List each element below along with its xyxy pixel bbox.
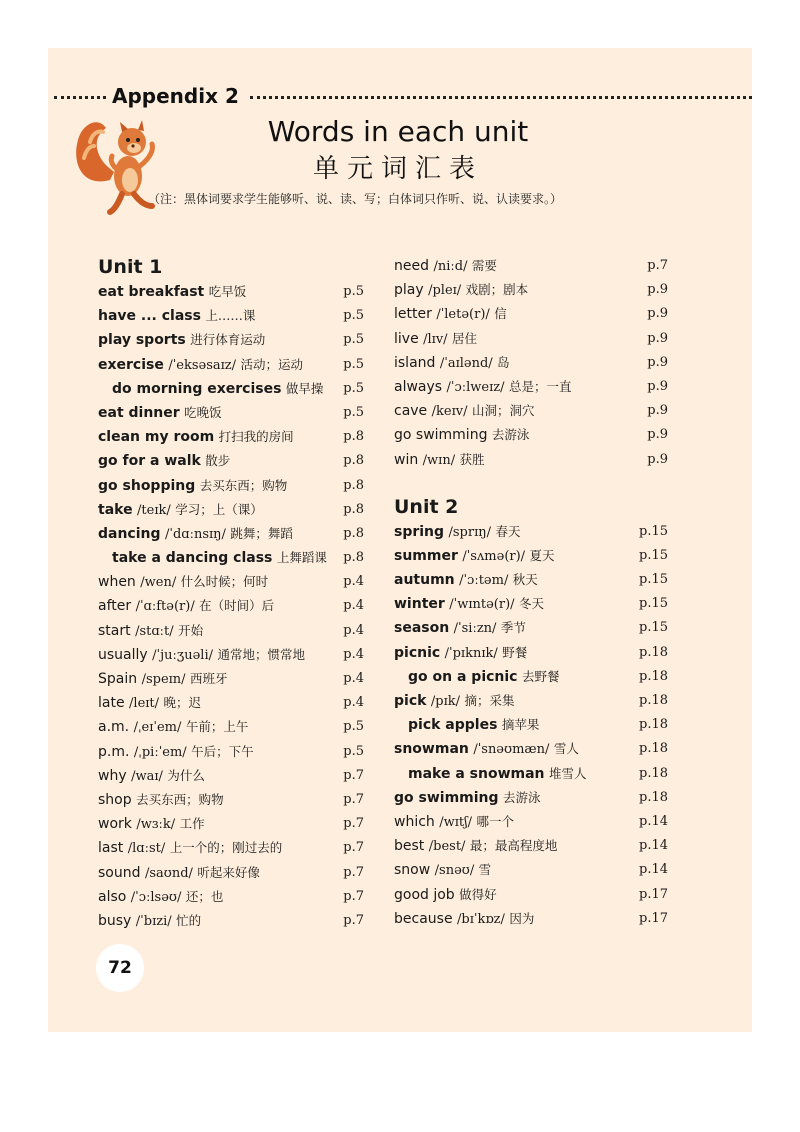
- vocab-word: last: [98, 840, 124, 857]
- vocab-page-ref: p.9: [647, 282, 668, 298]
- vocab-page-ref: p.4: [343, 622, 364, 638]
- vocab-phonetic: /ˈɔːtəm/: [459, 573, 509, 589]
- vocab-entry: [98, 836, 364, 860]
- vocab-meaning: 在（时间）后: [199, 598, 275, 614]
- vocab-entry: [394, 883, 668, 907]
- vocab-meaning: 去买东西；购物: [136, 791, 224, 807]
- vocab-meaning: 居住: [452, 330, 478, 346]
- vocab-page-ref: p.7: [343, 816, 364, 832]
- vocab-entry: [98, 885, 364, 909]
- vocab-word: always: [394, 378, 443, 395]
- vocab-phonetic: /wɪn/: [422, 452, 456, 468]
- vocab-entry: [98, 691, 364, 715]
- vocab-meaning: 摘；采集: [464, 693, 515, 708]
- vocab-phonetic: /ˈbɪzi/: [135, 913, 172, 929]
- vocab-word: also: [98, 888, 127, 905]
- vocab-meaning: 什么时候；何时: [180, 574, 269, 590]
- dotted-rule-left: [54, 96, 106, 99]
- vocab-word: pick: [394, 693, 427, 709]
- vocab-page-ref: p.7: [647, 258, 668, 273]
- vocab-entry: [98, 353, 364, 377]
- vocab-word: play: [394, 282, 424, 299]
- vocab-phonetic: /wen/: [140, 575, 177, 591]
- vocab-phonetic: /bɪˈkɒz/: [457, 911, 505, 927]
- vocab-entry: [98, 570, 364, 594]
- appendix-label: Appendix 2: [112, 84, 239, 108]
- vocab-meaning: 晚；迟: [163, 695, 201, 711]
- vocab-meaning: 跳舞；舞蹈: [230, 525, 293, 541]
- vocab-entry: [98, 812, 364, 836]
- vocab-meaning: 雪: [478, 862, 492, 878]
- vocab-page-ref: p.9: [647, 354, 668, 370]
- vocab-page-ref: p.4: [343, 671, 364, 686]
- vocab-page-ref: p.8: [343, 429, 364, 445]
- vocab-entry: [394, 616, 668, 640]
- vocab-phonetic: /leɪt/: [129, 696, 160, 712]
- vocab-meaning: 去野餐: [521, 668, 560, 684]
- vocab-entry: [394, 592, 668, 616]
- vocab-word: letter: [394, 306, 432, 323]
- unit-heading: Unit 2: [394, 495, 459, 518]
- vocab-page-ref: p.5: [343, 404, 364, 420]
- vocab-meaning: 进行体育运动: [190, 332, 266, 348]
- appendix-page: [48, 48, 752, 1032]
- vocab-page-ref: p.9: [647, 306, 668, 322]
- vocab-meaning: 需要: [471, 258, 497, 273]
- vocab-entry: [394, 254, 668, 278]
- vocab-page-ref: p.15: [639, 547, 668, 563]
- vocab-page-ref: p.7: [343, 840, 364, 856]
- vocab-word: shop: [98, 791, 132, 808]
- vocab-meaning: 去游泳: [503, 789, 541, 805]
- vocab-page-ref: p.7: [343, 888, 364, 904]
- vocab-meaning: 去买东西；购物: [199, 477, 288, 493]
- vocab-meaning: 开始: [178, 622, 204, 638]
- vocab-entry: [98, 546, 364, 570]
- vocab-page-ref: p.18: [639, 765, 668, 781]
- vocab-phonetic: /ˌpiːˈem/: [133, 744, 187, 760]
- appendix-banner: [48, 84, 752, 108]
- vocab-word: which: [394, 813, 435, 830]
- vocab-meaning: 打扫我的房间: [218, 429, 294, 445]
- vocab-meaning: 工作: [179, 816, 205, 832]
- vocab-word: eat dinner: [98, 404, 180, 421]
- vocab-phonetic: /ˈletə(r)/: [436, 307, 490, 323]
- vocab-word: when: [98, 574, 136, 591]
- vocab-page-ref: p.5: [343, 380, 364, 396]
- vocab-phonetic: /ˈeksəsaɪz/: [168, 357, 237, 373]
- vocab-entry: [98, 474, 364, 498]
- vocab-meaning: 忙的: [176, 912, 202, 928]
- vocab-word: autumn: [394, 572, 455, 589]
- vocab-entry: [98, 449, 364, 473]
- vocab-entry: [98, 788, 364, 812]
- vocab-page-ref: p.18: [639, 668, 668, 684]
- vocab-phonetic: /speɪn/: [141, 672, 186, 687]
- vocab-meaning: 秋天: [512, 572, 538, 588]
- unit-heading: Unit 1: [98, 256, 163, 278]
- vocab-word: work: [98, 816, 132, 833]
- vocab-meaning: 季节: [500, 620, 526, 636]
- vocab-meaning: 做早操: [285, 380, 324, 396]
- vocab-word: take a dancing class: [112, 550, 273, 567]
- vocab-meaning: 冬天: [518, 596, 544, 612]
- vocab-page-ref: p.4: [343, 598, 364, 614]
- vocab-entry: [98, 764, 364, 788]
- vocab-entry: [98, 304, 364, 328]
- vocab-entry: [98, 377, 364, 401]
- vocab-page-ref: p.8: [343, 501, 364, 517]
- vocab-entry: [394, 689, 668, 713]
- right-column: [394, 254, 668, 931]
- vocab-entry: [98, 643, 364, 667]
- vocab-phonetic: /ˈsiːzn/: [453, 621, 497, 637]
- vocab-meaning: 春天: [495, 523, 521, 539]
- vocab-page-ref: p.8: [343, 477, 364, 493]
- vocab-page-ref: p.5: [343, 719, 364, 735]
- vocab-entry: [394, 810, 668, 834]
- vocab-page-ref: p.4: [343, 646, 364, 662]
- vocab-phonetic: /ˈpɪknɪk/: [444, 645, 498, 661]
- vocab-phonetic: /ˈɔːlweɪz/: [446, 379, 505, 395]
- vocab-entry: [98, 619, 364, 643]
- vocab-phonetic: /ˈaɪlənd/: [439, 355, 493, 371]
- vocab-word: because: [394, 910, 453, 927]
- vocab-phonetic: /pleɪ/: [428, 283, 462, 299]
- vocab-phonetic: /wɪtʃ/: [439, 814, 473, 830]
- vocab-entry: [394, 762, 668, 786]
- vocab-page-ref: p.9: [647, 451, 668, 467]
- vocab-page-ref: p.7: [343, 864, 364, 880]
- vocab-entry: [98, 594, 364, 618]
- vocab-phonetic: /saʊnd/: [144, 865, 193, 881]
- vocab-entry: [394, 834, 668, 858]
- vocab-entry: [98, 280, 364, 304]
- vocab-word: cave: [394, 403, 428, 420]
- vocab-word: have ... class: [98, 308, 201, 325]
- vocab-entry: [394, 858, 668, 882]
- vocab-entry: [98, 522, 364, 546]
- vocab-page-ref: p.5: [343, 332, 364, 348]
- usage-note: （注：黑体词要求学生能够听、说、读、写；白体词只作听、说、认读要求。）: [148, 192, 563, 206]
- vocab-entry: [98, 740, 364, 764]
- vocab-phonetic: /waɪ/: [131, 768, 163, 784]
- vocab-page-ref: p.7: [343, 791, 364, 807]
- vocab-entry: [394, 278, 668, 302]
- vocab-word: why: [98, 767, 127, 784]
- vocab-word: play sports: [98, 332, 186, 349]
- vocab-phonetic: /stɑːt/: [135, 623, 174, 639]
- vocab-phonetic: /lɑːst/: [127, 841, 166, 857]
- vocab-word: summer: [394, 547, 458, 564]
- vocab-page-ref: p.7: [343, 912, 364, 928]
- vocab-entry: [394, 737, 668, 761]
- vocab-word: island: [394, 354, 436, 371]
- vocab-word: need: [394, 258, 429, 274]
- vocab-entry: [394, 544, 668, 568]
- vocab-phonetic: /ˈsʌmə(r)/: [462, 548, 526, 564]
- vocab-word: clean my room: [98, 429, 215, 446]
- vocab-entry: [394, 665, 668, 689]
- vocab-phonetic: /lɪv/: [423, 331, 448, 347]
- vocab-meaning: 获胜: [459, 451, 485, 467]
- vocab-meaning: 上一个的；刚过去的: [169, 840, 283, 856]
- vocab-entry: [98, 667, 364, 691]
- vocab-entry: [394, 641, 668, 665]
- title-english: Words in each unit: [267, 115, 529, 148]
- vocab-meaning: 因为: [509, 910, 535, 926]
- vocab-entry: [394, 375, 668, 399]
- vocab-page-ref: p.14: [639, 862, 668, 878]
- vocab-word: exercise: [98, 356, 164, 373]
- vocab-meaning: 总是；一直: [508, 378, 572, 394]
- vocab-phonetic: /wɜːk/: [136, 817, 176, 833]
- vocab-meaning: 信: [494, 306, 507, 322]
- vocab-phonetic: /ˈɔːlsəʊ/: [130, 889, 182, 905]
- vocab-meaning: 活动；运动: [240, 356, 303, 372]
- vocab-entry: [98, 909, 364, 933]
- title-chinese: 单元词汇表: [312, 154, 483, 184]
- vocab-entry: [394, 568, 668, 592]
- vocab-entry: [394, 786, 668, 810]
- vocab-meaning: 上……课: [205, 308, 256, 324]
- vocab-meaning: 上舞蹈课: [276, 550, 327, 566]
- vocab-page-ref: p.5: [343, 284, 364, 299]
- vocab-meaning: 做得好: [459, 886, 497, 902]
- vocab-word: a.m.: [98, 719, 130, 736]
- vocab-word: go swimming: [394, 427, 488, 444]
- vocab-page-ref: p.8: [343, 550, 364, 566]
- vocab-entry: [394, 907, 668, 931]
- vocab-phonetic: /ˈɑːftə(r)/: [135, 599, 195, 615]
- page-number: 72: [96, 944, 144, 992]
- vocab-phonetic: /best/: [428, 839, 466, 855]
- vocab-word: go swimming: [394, 789, 499, 806]
- vocab-entry: [394, 520, 668, 544]
- vocab-entry: [394, 448, 668, 472]
- vocab-word: late: [98, 695, 125, 712]
- vocab-word: go shopping: [98, 477, 196, 494]
- vocab-meaning: 吃早饭: [208, 284, 247, 299]
- vocab-word: usually: [98, 646, 148, 663]
- vocab-page-ref: p.18: [639, 789, 668, 805]
- vocab-entry: [98, 401, 364, 425]
- dotted-rule-right: [250, 96, 752, 99]
- vocab-entry: [98, 328, 364, 352]
- vocab-meaning: 去游泳: [491, 427, 530, 443]
- vocab-phonetic: /ˈsnəʊmæn/: [473, 742, 550, 758]
- vocab-meaning: 山洞；洞穴: [471, 403, 535, 419]
- vocab-word: snow: [394, 862, 431, 879]
- vocab-page-ref: p.5: [343, 743, 364, 759]
- vocab-meaning: 还；也: [185, 888, 224, 904]
- vocab-page-ref: p.9: [647, 378, 668, 394]
- vocab-meaning: 岛: [497, 354, 510, 370]
- vocab-page-ref: p.5: [343, 356, 364, 372]
- vocab-phonetic: /ˌeɪˈem/: [133, 720, 182, 736]
- vocab-page-ref: p.9: [647, 330, 668, 346]
- vocab-phonetic: /ˈjuːʒuəli/: [152, 647, 213, 663]
- vocab-phonetic: /sprɪŋ/: [448, 524, 491, 540]
- vocab-meaning: 午前；上午: [185, 719, 249, 735]
- vocab-word: dancing: [98, 525, 161, 542]
- vocab-entry: [98, 715, 364, 739]
- vocab-word: picnic: [394, 644, 441, 661]
- vocab-word: season: [394, 620, 450, 637]
- vocab-meaning: 野餐: [502, 644, 528, 660]
- vocab-entry: [98, 425, 364, 449]
- vocab-word: live: [394, 330, 419, 347]
- vocab-word: busy: [98, 912, 132, 929]
- left-column: [98, 254, 364, 933]
- vocab-word: spring: [394, 523, 445, 540]
- vocab-word: go for a walk: [98, 453, 201, 470]
- vocab-page-ref: p.8: [343, 525, 364, 541]
- vocab-phonetic: /pɪk/: [430, 694, 461, 709]
- vocab-page-ref: p.9: [647, 427, 668, 443]
- vocab-word: make a snowman: [408, 765, 545, 782]
- vocab-page-ref: p.18: [639, 644, 668, 660]
- vocab-meaning: 夏天: [529, 547, 555, 563]
- vocab-meaning: 听起来好像: [197, 864, 260, 880]
- vocab-meaning: 戏剧；剧本: [465, 282, 529, 298]
- vocab-entry: [394, 423, 668, 447]
- vocab-word: take: [98, 501, 133, 518]
- vocab-phonetic: /teɪk/: [137, 502, 171, 518]
- vocab-page-ref: p.14: [639, 813, 668, 829]
- vocab-entry: [394, 713, 668, 737]
- vocab-word: pick apples: [408, 717, 498, 734]
- vocab-word: sound: [98, 864, 141, 881]
- vocab-page-ref: p.17: [639, 910, 668, 926]
- vocab-meaning: 雪人: [553, 741, 579, 757]
- vocab-meaning: 西班牙: [190, 671, 228, 686]
- section-spacer: [394, 472, 668, 494]
- vocab-page-ref: p.9: [647, 403, 668, 419]
- vocab-page-ref: p.14: [639, 838, 668, 854]
- vocab-phonetic: /ˈdɑːnsɪŋ/: [164, 526, 226, 542]
- vocab-page-ref: p.15: [639, 596, 668, 612]
- vocab-phonetic: /snəʊ/: [434, 863, 475, 879]
- vocab-meaning: 哪一个: [476, 813, 515, 829]
- vocab-entry: [98, 861, 364, 885]
- vocab-entry: [394, 327, 668, 351]
- vocab-page-ref: p.5: [343, 308, 364, 324]
- vocab-word: snowman: [394, 741, 469, 758]
- vocab-word: start: [98, 622, 131, 639]
- vocab-word: go on a picnic: [408, 668, 518, 685]
- vocab-page-ref: p.7: [343, 767, 364, 783]
- vocab-page-ref: p.18: [639, 741, 668, 757]
- vocab-page-ref: p.17: [639, 886, 668, 902]
- vocab-word: p.m.: [98, 743, 130, 760]
- vocab-entry: [98, 498, 364, 522]
- vocab-meaning: 最；最高程度地: [469, 838, 558, 854]
- vocab-word: after: [98, 598, 132, 615]
- vocab-page-ref: p.15: [639, 523, 668, 539]
- vocab-entry: [394, 399, 668, 423]
- vocab-page-ref: p.4: [343, 574, 364, 590]
- vocab-meaning: 学习；上（课）: [175, 501, 263, 517]
- vocab-meaning: 散步: [205, 453, 231, 469]
- vocab-phonetic: /niːd/: [433, 259, 468, 274]
- vocab-word: eat breakfast: [98, 284, 205, 300]
- vocab-page-ref: p.8: [343, 453, 364, 469]
- vocab-page-ref: p.4: [343, 695, 364, 711]
- vocab-word: winter: [394, 596, 445, 613]
- vocab-word: do morning exercises: [112, 380, 282, 397]
- vocab-page-ref: p.18: [639, 717, 668, 733]
- vocab-word: good job: [394, 886, 455, 903]
- vocab-word: best: [394, 838, 425, 855]
- vocab-page-ref: p.15: [639, 572, 668, 588]
- vocab-phonetic: /ˈwɪntə(r)/: [449, 597, 515, 613]
- vocab-meaning: 午后；下午: [191, 743, 254, 759]
- vocab-meaning: 吃晚饭: [184, 404, 222, 420]
- vocab-entry: [394, 302, 668, 326]
- vocab-page-ref: p.15: [639, 620, 668, 636]
- vocab-meaning: 摘苹果: [501, 717, 540, 733]
- vocab-word: win: [394, 451, 419, 468]
- vocab-page-ref: p.18: [639, 693, 668, 708]
- vocab-meaning: 堆雪人: [548, 765, 587, 781]
- vocab-word: Spain: [98, 671, 138, 687]
- vocab-meaning: 通常地；惯常地: [217, 646, 305, 662]
- vocab-phonetic: /keɪv/: [431, 404, 468, 420]
- vocab-entry: [394, 351, 668, 375]
- vocab-meaning: 为什么: [167, 767, 205, 783]
